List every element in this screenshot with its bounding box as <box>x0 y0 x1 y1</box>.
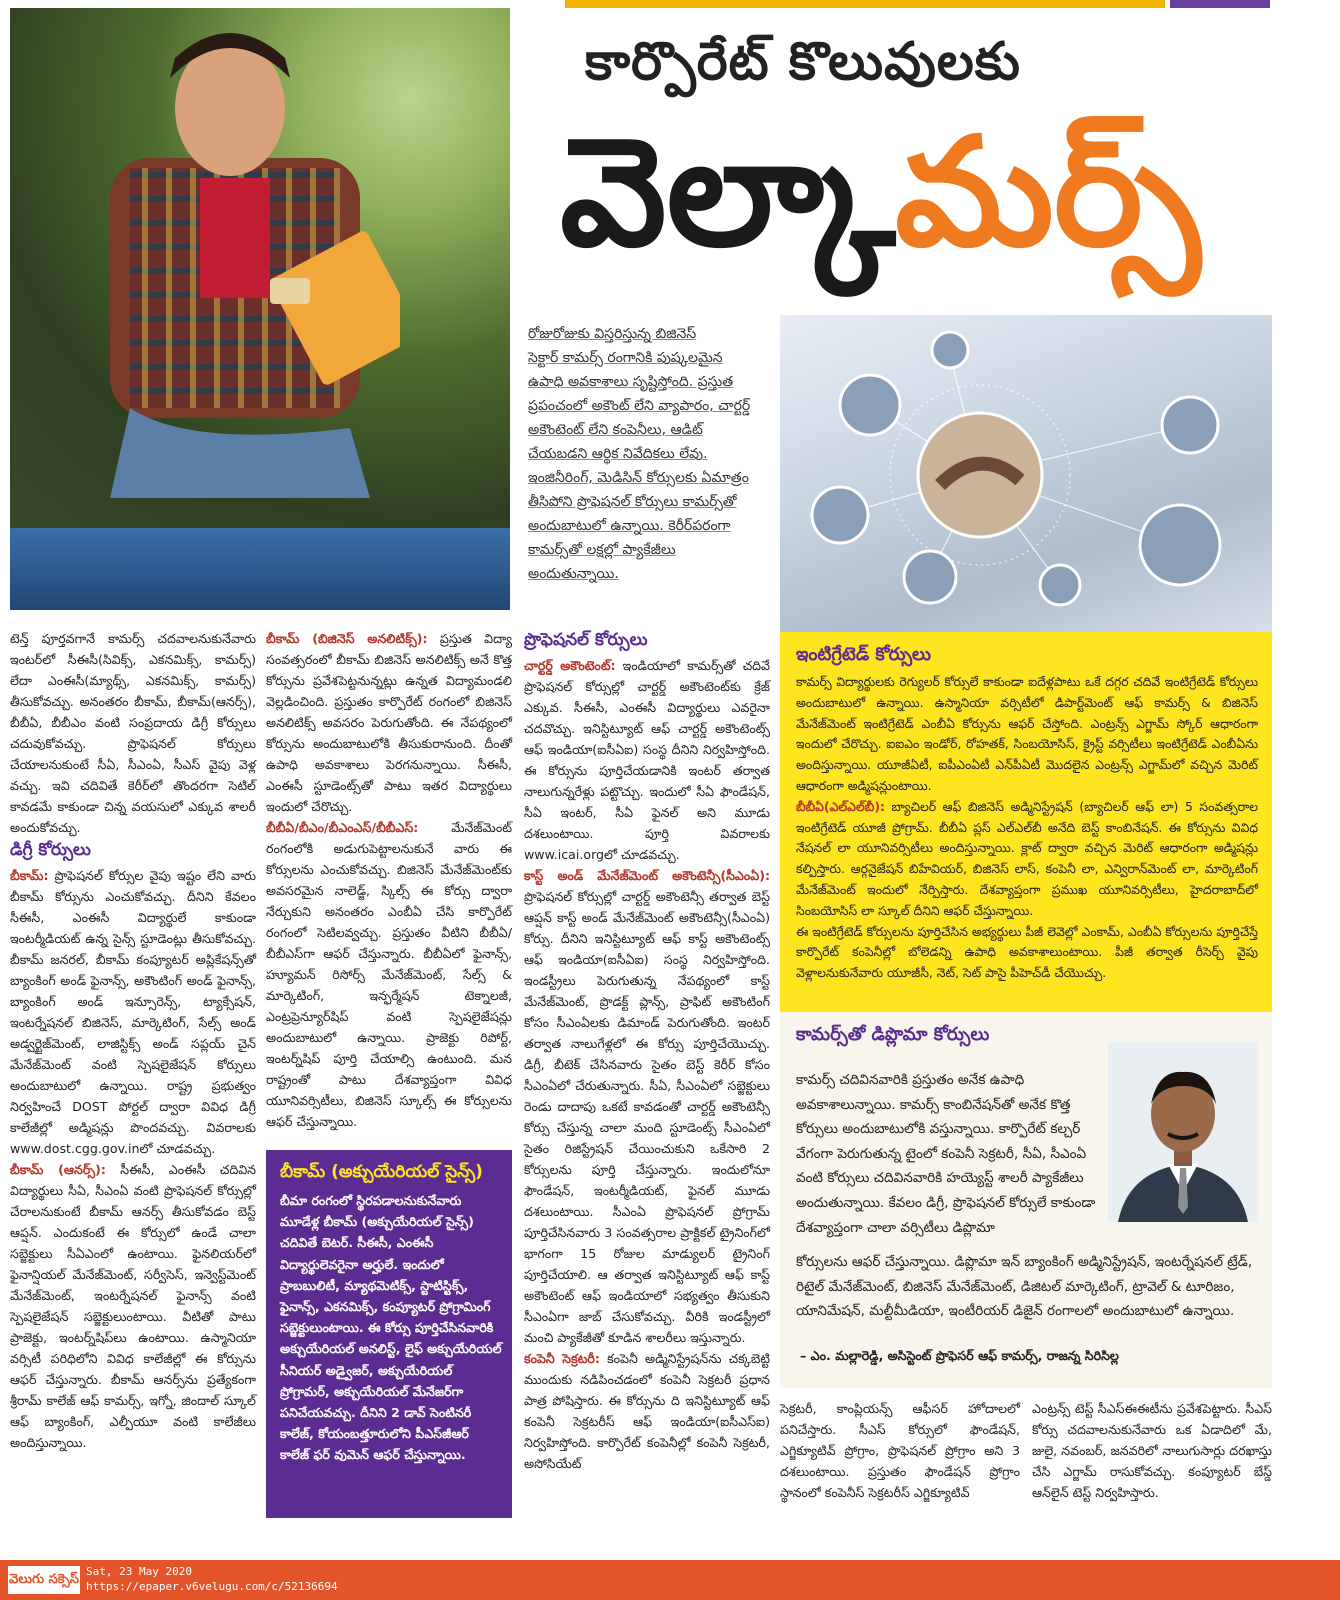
network-photo <box>780 315 1272 632</box>
ca-text: ఇండియాలో కామర్స్‌తో చదివే ప్రొఫెషనల్ కోర్సుల్లో చార్టర్డ్ అకౌంటెంట్‌కు క్రేజ్ ఎక్కువ. సీఈసీ, ఎంఈసీ విద్యార్థులు ఎవరైనా చదవొచ్చు. ఇనిస్టిట్యూట్ ఆఫ్ చార్టర్డ్ అకౌంటెంట్స్ ఆఫ్ ఇండియా(ఐసీఏఐ) సంస్థ దీనిని నిర్వహిస్తోంది. ఈ కోర్సును పూర్తిచేయడానికి ఇంటర్ తర్వాత నాలుగున్నరేళ్లు పట్టొచ్చు. ఇందులో సీఏ ఫౌండేషన్, సీఏ ఇంటర్, సీఏ ఫైనల్ అని మూడు దశలుంటాయి. పూర్తి వివరాలకు www.icai.orgలో చూడవచ్చు. <box>524 658 770 862</box>
integrated-p1: కామర్స్ విద్యార్థులకు రెగ్యులర్ కోర్సులే కాకుండా ఐదేళ్లపాటు ఒకే దగ్గర చదివే ఇంటిగ్రేటెడ్ కోర్సులు అందుబాటులో ఉన్నాయి. ఉస్మానియా వర్సిటీలో డిపార్ట్‌మెంట్ ఆఫ్ కామర్స్ & బిజినెస్ మేనేజ్‌మెంట్ ఇంటిగ్రేటెడ్ ఎంబీఏ కోర్సును ఆఫర్ చేస్తోంది. ఎంట్రన్స్ ఎగ్జామ్ స్కోర్ ఆధారంగా ఇందులో చేరొచ్చు. ఐఐఎం ఇండోర్, రోహతక్, సింబయోసిస్, క్రైస్ట్ వర్సిటీలు ఇంటిగ్రేటెడ్ ఎంబీఏను అందిస్తున్నాయి. యూజీఏటీ, ఐపీఎంఏటీ ఎన్‌పీఏటీ మొదలైన ఎంట్రన్స్ ఎగ్జామ్‌లో వచ్చిన మెరిట్ ఆధారంగా అడ్మిషన్లుంటాయి. <box>796 674 1258 793</box>
ca-paragraph <box>524 655 770 865</box>
velugu-success-logo: వెలుగు సక్సెస్ <box>8 1566 80 1594</box>
intro-line: సెక్టార్ కామర్స్ రంగానికి పుష్కలమైన <box>528 350 723 366</box>
footer-bar <box>0 1560 1340 1600</box>
student-reading-illustration <box>70 28 400 528</box>
bba-llb-lead: బీబీఏ(ఎల్ఎల్‌బీ): <box>796 798 885 814</box>
intro-line: అందుబాటులో ఉన్నాయి. కెరీర్‌పరంగా <box>528 518 731 534</box>
footer-url[interactable]: https://epaper.v6velugu.com/c/52136694 <box>86 1580 338 1593</box>
bcom-lead: బీకామ్: <box>10 868 49 883</box>
bcom-paragraph <box>10 865 256 1159</box>
degree-courses-heading: డిగ్రీ కోర్సులు <box>10 840 91 860</box>
actuarial-title: బీకామ్ (అక్చుయేరియల్ సైన్స్) <box>280 1162 483 1182</box>
diploma-courses-box <box>780 1012 1272 1388</box>
footer-date: Sat, 23 May 2020 <box>86 1565 192 1578</box>
intro-line: ప్రపంచంలో అకౌంట్ లేని వ్యాపారం, చార్టర్డ్ <box>528 398 751 414</box>
author-signature: – ఎం. మల్లారెడ్డి, అసిస్టెంట్ ప్రొఫెసర్ ఆఫ్ కామర్స్, రాజన్న సిరిసిల్ల <box>800 1348 1119 1363</box>
headline-top: కార్పొరేట్ కొలువులకు <box>585 32 1021 92</box>
intro-line: ఉపాధి అవకాశాలు సృష్టిస్తోంది. ప్రస్తుత <box>528 374 734 390</box>
cs-lead: కంపెనీ సెక్రటరీ: <box>524 1351 600 1366</box>
bottom-column-2: ఎంట్రన్స్ టెస్ట్ సీఎస్ఈఈటీను ప్రవేశపెట్టారు. సీఎస్ కోర్సు చదవాలనుకునేవారు ఒక ఏడాదిలో మే, జులై, నవంబర్, జనవరిలో నాలుగుసార్లు దరఖాస్తు చేసి ఎగ్జామ్ రాసుకోవచ్చు. కంప్యూటర్ బేస్డ్ ఆన్‌లైన్ టెస్ట్ నిర్వహిస్తారు. <box>1032 1401 1272 1500</box>
headline-orange: కామర్స్ <box>895 106 1201 280</box>
intro-line: అందుతున్నాయి. <box>528 566 619 582</box>
author-portrait <box>1108 1042 1258 1222</box>
intro-text <box>528 322 774 586</box>
bba-lead: బీబీఏ/బీఎం/బీఎంఎస్/బీబీఎస్: <box>266 820 419 835</box>
professional-courses-heading: ప్రొఫెషనల్ కోర్సులు <box>524 630 648 650</box>
intro-line: కామర్స్‌తో లక్షల్లో ప్యాకేజీలు <box>528 542 676 558</box>
bcom-text: ప్రొఫెషనల్ కోర్సుల వైపు ఇష్టం లేని వారు బీకామ్ కోర్సును ఎంచుకోవచ్చు. దీనిని కేవలం సీఈసీ, ఎంఈసీ విద్యార్థులే కాకుండా ఇంటర్మీడియట్ ఉన్న సైన్స్ స్టూడెంట్లు తీసుకోవచ్చు. బీకామ్ జనరల్, బీకామ్ కంప్యూటర్ అప్లికేషన్స్‌తో బ్యాంకింగ్ అండ్ ఫైనాన్స్, అకౌంటింగ్ అండ్ ఫైనాన్స్, బ్యాంకింగ్ అండ్ ఇన్సూరెన్స్, ట్యాక్సేషన్, ఇంటర్నేషనల్ బిజినెస్, మార్కెటింగ్, సేల్స్ అండ్ అడ్వర్టైజ్‌మెంట్, లాజిస్టిక్స్ అండ్ సప్లయ్ చైన్ మేనేజ్‌మెంట్ వంటి స్పెషలైజేషన్ కోర్సులు అందుబాటులో ఉన్నాయి. రాష్ట్ర ప్రభుత్వం నిర్వహించే DOST పోర్టల్ ద్వారా వివిధ డిగ్రీ కాలేజీల్లో అడ్మిషన్లు పొందవచ్చు. వివరాలకు www.dost.cgg.gov.inలో చూడవచ్చు. <box>10 868 256 1156</box>
diploma-body-1: కామర్స్ చదివినవారికి ప్రస్తుతం అనేక ఉపాధి అవకాశాలున్నాయి. కామర్స్ కాంబినేషన్‌తో అనేక కొత్త కోర్సులు అందుబాటులోకి వస్తున్నాయి. కార్పొరేట్ కల్చర్ వేగంగా పెరుగుతున్న టైంలో కంపెనీ సెక్రటరీ, సీఏ, సీఎంఏ వంటి కోర్సులు చదివినవారికి హయ్యెస్ట్ శాలరీ ప్యాకేజీలు అందుతున్నాయి. కేవలం డిగ్రీ, ప్రొఫెషనల్ కోర్సులే కాకుండా దేశవ్యాప్తంగా చాలా వర్సిటీలు డిప్లొమా <box>796 1072 1096 1236</box>
hero-photo <box>10 8 510 610</box>
column-2 <box>266 628 512 1132</box>
bba-llb-text: బ్యాచిలర్ ఆఫ్ బిజినెస్ అడ్మినిస్ట్రేషన్ (బ్యాచిలర్ ఆఫ్ లా) 5 సంవత్సరాల ఇంటిగ్రేటెడ్ యూజీ ప్రోగ్రామ్. బీబీఏ ప్లస్ ఎల్ఎల్‌బీ అనేది బెస్ట్ కాంబినేషన్. ఈ కోర్సును వివిధ నేషనల్ లా యూనివర్సిటీలు అందిస్తున్నాయి. క్లాట్ ద్వారా వచ్చిన మెరిట్ ఆధారంగా అడ్మిషన్లు కల్పిస్తారు. ఆర్గనైజేషన్ బిహేవియర్, బిజినెస్ లాస్, కంపెనీ లా, ఎన్విరాన్‌మెంట్ లా, మార్కెటింగ్ మేనేజ్‌మెంట్ ఇందులో నేర్పిస్తారు. దేశవ్యాప్తంగా ప్రముఖ యూనివర్సిటీలు, హైదరాబాద్‌లో సింబయోసిస్ లా స్కూల్ దీనిని ఆఫర్ చేస్తున్నాయి. <box>796 798 1258 918</box>
cma-lead: కాస్ట్ అండ్ మేనేజ్‌మెంట్ అకౌంటెన్సీ(సీఎంఏ): <box>524 868 770 883</box>
intro-line: అకౌంటెంట్ లేని కంపెనీలు, ఆడిట్ <box>528 422 703 438</box>
headline-main <box>560 106 1201 280</box>
bcom-honours-paragraph <box>10 1159 256 1453</box>
col1-paragraph: టెన్త్ పూర్తవగానే కామర్స్ చదవాలనుకునేవారు ఇంటర్‌లో సీఈసీ(సివిక్స్, ఎకనమిక్స్, కామర్స్) లేదా ఎంఈసీ(మ్యాథ్స్, ఎకనమిక్స్, కామర్స్) తీసుకోవచ్చు. అనంతరం బీకామ్, బీకామ్(ఆనర్స్), బీబీఏ, బీబీఎం వంటి సంప్రదాయ డిగ్రీ కోర్సులు చదువుకోవచ్చు. ప్రొఫెషనల్ కోర్సులు చేయాలనుకుంటే సీఏ, సీఎంఏ, సీఎస్ వైపు వెళ్ల వచ్చు. ఇవి చదివితే కెరీర్‌లో తొందరగా సెటిల్ కావడమే కాకుండా చిన్న వయసులో ఎక్కువ శాలరీ అందుకోవచ్చు. <box>10 631 256 835</box>
intro-line: తీసిపోని ప్రొఫెషనల్ కోర్సులు కామర్స్‌తో <box>528 494 737 510</box>
actuarial-science-box <box>266 1150 512 1518</box>
cs-text: కంపెనీ అడ్మినిస్ట్రేషన్‌ను చక్కబెట్టి ముందుకు నడిపించడంలో కంపెనీ సెక్రటరీ ప్రధాన పాత్ర పోషిస్తారు. ఈ కోర్సును ది ఇనిస్టిట్యూట్ ఆఫ్ కంపెనీ సెక్రటరీస్ ఆఫ్ ఇండియా(ఐసీఎస్ఐ) నిర్వహిస్తోంది. కార్పొరేట్ కంపెనీల్లో కంపెనీ సెక్రటరీ, అసోసియేట్ <box>524 1351 770 1471</box>
bba-paragraph <box>266 817 512 1132</box>
column-1 <box>10 628 256 1453</box>
cma-paragraph <box>524 865 770 1348</box>
footer-meta <box>86 1564 338 1594</box>
diploma-title: కామర్స్‌తో డిప్లొమా కోర్సులు <box>796 1024 990 1045</box>
cs-paragraph <box>524 1348 770 1474</box>
business-network-illustration <box>780 315 1272 632</box>
column-3 <box>524 628 770 1474</box>
intro-line: రోజురోజుకు విస్తరిస్తున్న బిజినెస్ <box>528 326 697 342</box>
actuarial-body: బీమా రంగంలో స్థిరపడాలనుకునేవారు మూడేళ్ల బీకామ్ (అక్చుయేరియల్ సైన్స్) చదివితే బెటర్. సీఈసీ, ఎంఈసీ విద్యార్థులెవరైనా అర్హులే. ఇందులో ప్రాబబులిటీ, మ్యాథమెటిక్స్, స్టాటిస్టిక్స్, ఫైనాన్స్, ఎకనమిక్స్, కంప్యూటర్ ప్రోగ్రామింగ్ సబ్జెక్టులుంటాయి. ఈ కోర్సు పూర్తిచేసినవారికి అక్చుయేరియల్ అనలిస్ట్, లైఫ్ అక్చుయేరియల్ సీనియర్ అడ్వైజర్, అక్చుయేరియల్ ప్రోగ్రామర్, అక్చుయేరియల్ మేనేజర్‌గా పనిచేయవచ్చు. దీనిని 2 డావ్ సెంటినరీ కాలేజ్, కోయంబత్తూరులోని పీఎస్‌జీఆర్ కాలేజ్ ఫర్ వుమెన్ ఆఫర్ చేస్తున్నాయి. <box>280 1193 502 1463</box>
business-analytics-text: ప్రస్తుత విద్యా సంవత్సరంలో బీకామ్ బిజినెస్ అనలిటిక్స్ అనే కొత్త కోర్సును ప్రవేశపెట్టనున్నట్లు ఉన్నత విద్యామండలి వెల్లడించింది. ప్రస్తుతం కార్పొరేట్ రంగంలో బిజినెస్ అనలిటిక్స్ అవసరం పెరుగుతోంది. ఈ నేపథ్యంలో కోర్సును అందుబాటులోకి తీసుకురానుంది. దీంతో ఉపాధి అవకాశాలు పెరగనున్నాయి. సీఈసీ, ఎంఈసీ స్టూడెంట్స్‌తో పాటు ఇతర విద్యార్థులు ఇందులో చేరొచ్చు. <box>266 631 512 814</box>
bba-text: మేనేజ్‌మెంట్ రంగంలోకి అడుగుపెట్టాలనుకునే వారు ఈ కోర్సులను ఎంచుకోవచ్చు. బిజినెస్ మేనేజ్‌మెంట్‌కు అవసరమైన నాలెడ్జ్, స్కిల్స్ ఈ కోర్సు ద్వారా నేర్చుకుని అనంతరం ఎంబీఏ చేసి కార్పొరేట్ రంగంలో సెటిలవ్వచ్చు. ప్రస్తుతం వీటిని బీబీఏ/బీబీఎస్‌గా ఆఫర్ చేస్తున్నారు. బీబీఏలో ఫైనాన్స్, హ్యూమన్ రిసోర్స్ మేనేజ్‌మెంట్, సేల్స్ & మార్కెటింగ్, ఇన్ఫర్మేషన్ టెక్నాలజీ, ఎంట్రప్రెన్యూర్‌షిప్ వంటి స్పెషలైజేషన్లు అందుబాటులో ఉన్నాయి. ప్రాజెక్టు రిపోర్ట్, ఇంటర్న్‌షిప్ పూర్తి చేయాల్సి ఉంటుంది. మన రాష్ట్రంతో పాటు దేశవ్యాప్తంగా వివిధ యూనివర్సిటీలు, బిజినెస్ స్కూల్స్ ఈ కోర్సులను ఆఫర్ చేస్తున్నాయి. <box>266 820 512 1129</box>
author-photo <box>1108 1042 1258 1222</box>
diploma-body-2: కోర్సులను ఆఫర్ చేస్తున్నాయి. డిప్లొమా ఇన్ బ్యాంకింగ్ అడ్మినిస్ట్రేషన్, ఇంటర్నేషనల్ ట్రేడ్, రిటైల్ మేనేజ్‌మెంట్, బిజినెస్ మేనేజ్‌మెంట్, డిజిటల్ మార్కెటింగ్, ట్రావెల్ & టూరిజం, యానిమేషన్, మల్టీమీడియా, ఇంటీరియర్ డిజైన్ రంగాలలో అందుబాటులో ఉన్నాయి. <box>796 1254 1253 1320</box>
integrated-p2 <box>796 797 1258 922</box>
ca-lead: చార్టర్డ్ అకౌంటెంట్: <box>524 658 616 673</box>
business-analytics-lead: బీకామ్ (బిజినెస్ అనలిటిక్స్): <box>266 631 428 646</box>
integrated-title: ఇంటిగ్రేటెడ్ కోర్సులు <box>796 644 932 665</box>
headline-black: వెల్ <box>560 106 896 280</box>
intro-line: చేయబడని ఆర్థిక నివేదికలు లేవు. <box>528 446 708 462</box>
integrated-body <box>796 672 1258 984</box>
intro-line: ఇంజినీరింగ్, మెడిసిన్ కోర్సులకు ఏమాత్రం <box>528 470 749 486</box>
integrated-p3: ఈ ఇంటిగ్రేటెడ్ కోర్సులను పూర్తిచేసిన అభ్యర్థులు పీజీ లెవెల్లో ఎంకామ్, ఎంబీఏ కోర్సులను పూర్తిచేస్తే కార్పొరేట్ కంపెనీల్లో బోలెడన్ని ఉపాధి అవకాశాలుంటాయి. పీజీ తర్వాత రీసెర్చ్ వైపు వెళ్లాలనుకునేవారు యూజీసీ, నెట్, సెట్ పాసై పీహెచ్‌డీ చేయొచ్చు. <box>796 923 1258 981</box>
bcom-honours-text: సీఈసీ, ఎంఈసీ చదివిన విద్యార్థులు సీఏ, సీఎంఏ వంటి ప్రొఫెషనల్ కోర్సుల్లో చేరాలనుకుంటే బీకామ్ ఆనర్స్ తీసుకోవడం బెస్ట్ ఆప్షన్. ఎందుకంటే ఈ కోర్సులో ఉండే చాలా సబ్జెక్టులు సీఏఎంలో ఉంటాయి. ఫైనలియర్‌లో ఫైనాన్షియల్ మేనేజ్‌మెంట్, సర్వీసెస్, ఇన్వెస్ట్‌మెంట్ మేనేజ్‌మెంట్, ఇంటర్నేషనల్ ఫైనాన్స్ వంటి స్పెషలైజేషన్ సబ్జెక్టులుంటాయి. వీటితో పాటు ప్రాజెక్టు, ఇంటర్న్‌షిప్‌లు ఉంటాయి. ఉస్మానియా వర్సిటీ పరిధిలోని వివిధ కాలేజీల్లో ఈ కోర్సును ఆఫర్ చేస్తున్నారు. బీకామ్ ఆనర్స్‌ను ప్రత్యేకంగా శ్రీరామ్ కాలేజ్ ఆఫ్ కామర్స్, ఇగ్నో, జిందాల్ స్కూల్ ఆఫ్ బ్యాంకింగ్, ఎల్పీయూ వంటి కాలేజీలు అందిస్తున్నాయి. <box>10 1162 257 1450</box>
cma-text: ప్రొఫెషనల్ కోర్సుల్లో చార్టర్డ్ అకౌంటెన్సీ తర్వాత బెస్ట్ ఆప్షన్ కాస్ట్ అండ్ మేనేజ్‌మెంట్ అకౌంటెన్సీ(సీఎంఏ) కోర్సు. దీనిని ఇనిస్టిట్యూట్ ఆఫ్ కాస్ట్ అకౌంటెంట్స్ ఆఫ్ ఇండియా(ఐసీఏఐ) సంస్థ నిర్వహిస్తోంది. ఇండస్ట్రీలు పెరుగుతున్న నేపథ్యంలో కాస్ట్ మేనేజ్‌మెంట్, ప్రొడక్ట్ ప్లాన్స్, ప్రాఫిట్ అకౌంటింగ్ కోసం సీఎంఏలకు డిమాండ్ పెరుగుతోంది. ఇంటర్ తర్వాత నాలుగేళ్లలో ఈ కోర్సు పూర్తిచేయొచ్చు. డిగ్రీ, బీటెక్ చేసినవారు సైతం బెస్ట్ కెరీర్ కోసం సీఎంఏలో చేరుతున్నారు. సీఏ, సీఎంఏలో సబ్జెక్టులు రెండు దాదాపు ఒకటే కావడంతో చార్టర్డ్ అకౌంటెన్సీ కోర్సు చేస్తున్న చాలా మంది స్టూడెంట్స్ సీఎంఏలో సైతం రిజిస్ట్రేషన్ చేయించుకుని ఒకేసారి 2 కోర్సులను పూర్తి చేస్తున్నారు. ఇందులోనూ ఫౌండేషన్, ఇంటర్మీడియట్, ఫైనల్ మూడు దశలుంటాయి. సీఎంఏ ప్రొఫెషనల్ ప్రోగ్రామ్ పూర్తిచేసినవారు 3 సంవత్సరాల ప్రాక్టికల్ ట్రైనింగ్‌లో భాగంగా 15 రోజుల మాడ్యులర్ ట్రైనింగ్ పూర్తిచేయాలి. ఆ తర్వాత ఇనిస్టిట్యూట్ ఆఫ్ కాస్ట్ అకౌంటెంట్ ఆఫ్ ఇండియాలో సభ్యత్వం తీసుకుని సీఎంఏగా జాబ్ చేసుకోవచ్చు. వీరికి ఇండస్ట్రీలో మంచి ప్యాకేజీతో కూడిన శాలరీలు ఇస్తున్నారు. <box>524 889 770 1345</box>
business-analytics-paragraph <box>266 628 512 817</box>
top-color-bar <box>0 0 1340 8</box>
integrated-courses-box <box>780 632 1272 1012</box>
bottom-column-1: సెక్రటరీ, కాంప్లియన్స్ ఆఫీసర్ హోదాలలో పనిచేస్తారు. సీఎస్ కోర్సులో ఫౌండేషన్, ఎగ్జిక్యూటివ్ ప్రోగ్రాం, ప్రొఫెషనల్ ప్రోగ్రాం అని 3 దశలుంటాయి. ప్రస్తుతం ఫౌండేషన్ ప్రోగ్రాం స్థానంలో కంపెనీస్ సెక్రటరీస్ ఎగ్జిక్యూటివ్ <box>780 1401 1020 1500</box>
bcom-honours-lead: బీకామ్ (ఆనర్స్): <box>10 1162 106 1177</box>
